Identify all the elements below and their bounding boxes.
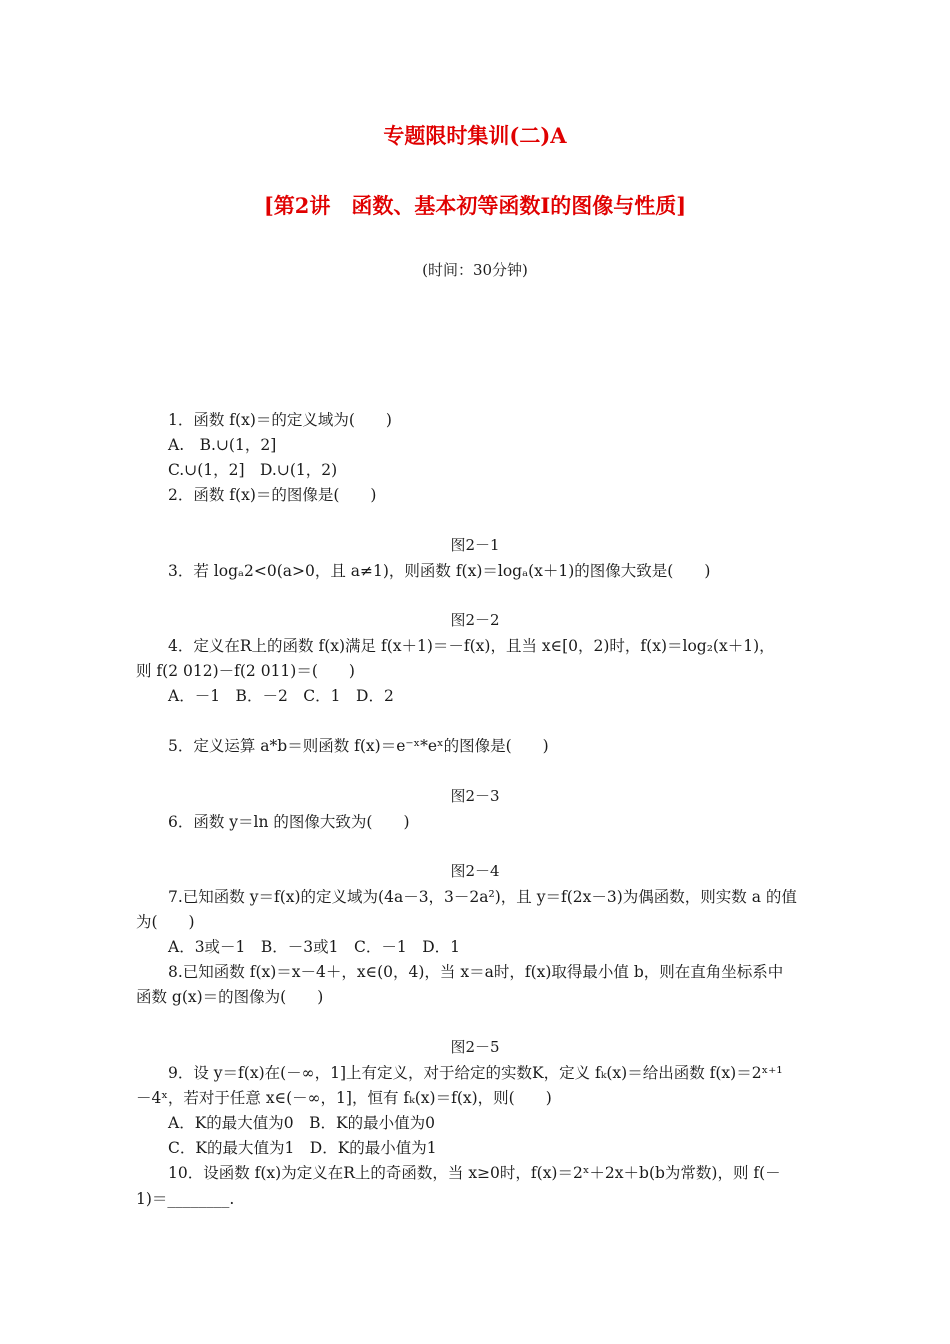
q4-options: A．－1 B．－2 C．1 D．2 <box>168 687 394 705</box>
q10-stem: 10．设函数 f(x)为定义在R上的奇函数，当 x≥0时，f(x)＝2ˣ＋2x＋b(b为常数)，则 f(－ <box>168 1164 781 1182</box>
page-title: 专题限时集训(二)A <box>383 123 567 148</box>
q9-stem: 9．设 y＝f(x)在(－∞，1]上有定义，对于给定的实数K，定义 fₖ(x)＝给出函数 f(x)＝2ˣ⁺¹ <box>168 1064 783 1082</box>
q8-stem: 8.已知函数 f(x)＝x－4＋，x∈(0，4)，当 x＝a时，f(x)取得最小值 b，则在直角坐标系中 <box>168 963 784 981</box>
figure-caption-2-3: 图2－3 <box>450 787 500 805</box>
time-limit: (时间：30分钟) <box>422 261 528 279</box>
figure-caption-2-2: 图2－2 <box>450 611 500 629</box>
q3-stem: 3．若 logₐ2<0(a>0，且 a≠1)，则函数 f(x)＝logₐ(x＋1)的图像大致是( ) <box>168 562 711 580</box>
q1-options-cd: C.∪(1，2] D.∪(1，2) <box>168 461 338 479</box>
q5-stem: 5．定义运算 a*b＝则函数 f(x)＝e⁻ˣ*eˣ的图像是( ) <box>168 737 549 755</box>
q9-options-cd: C．K的最大值为1 D．K的最小值为1 <box>168 1139 437 1157</box>
q4-stem: 4．定义在R上的函数 f(x)满足 f(x＋1)＝－f(x)，且当 x∈[0，2)时，f(x)＝log₂(x＋1)， <box>168 637 775 655</box>
q4-stem-cont: 则 f(2 012)－f(2 011)＝( ) <box>136 662 355 680</box>
q9-stem-cont: －4ˣ，若对于任意 x∈(－∞，1]，恒有 fₖ(x)＝f(x)，则( ) <box>136 1089 552 1107</box>
q2-stem: 2．函数 f(x)＝的图像是( ) <box>168 486 377 504</box>
q1-options-ab: A. B.∪(1，2] <box>168 436 277 454</box>
q10-stem-cont: 1)＝________. <box>136 1190 235 1208</box>
q7-stem-cont: 为( ) <box>136 913 195 931</box>
q6-stem: 6．函数 y＝ln 的图像大致为( ) <box>168 813 410 831</box>
figure-caption-2-4: 图2－4 <box>450 862 500 880</box>
q1-stem: 1．函数 f(x)＝的定义域为( ) <box>168 411 392 429</box>
q9-options-ab: A．K的最大值为0 B．K的最小值为0 <box>168 1114 435 1132</box>
figure-caption-2-5: 图2－5 <box>450 1038 500 1056</box>
lecture-subtitle: [第2讲 函数、基本初等函数Ⅰ的图像与性质] <box>263 193 687 218</box>
figure-caption-2-1: 图2－1 <box>450 536 500 554</box>
q8-stem-cont: 函数 g(x)＝的图像为( ) <box>136 988 324 1006</box>
q7-stem: 7.已知函数 y＝f(x)的定义域为(4a－3，3－2a²)，且 y＝f(2x－3)为偶函数，则实数 a 的值 <box>168 888 797 906</box>
q7-options: A．3或－1 B．－3或1 C．－1 D．1 <box>168 938 461 956</box>
